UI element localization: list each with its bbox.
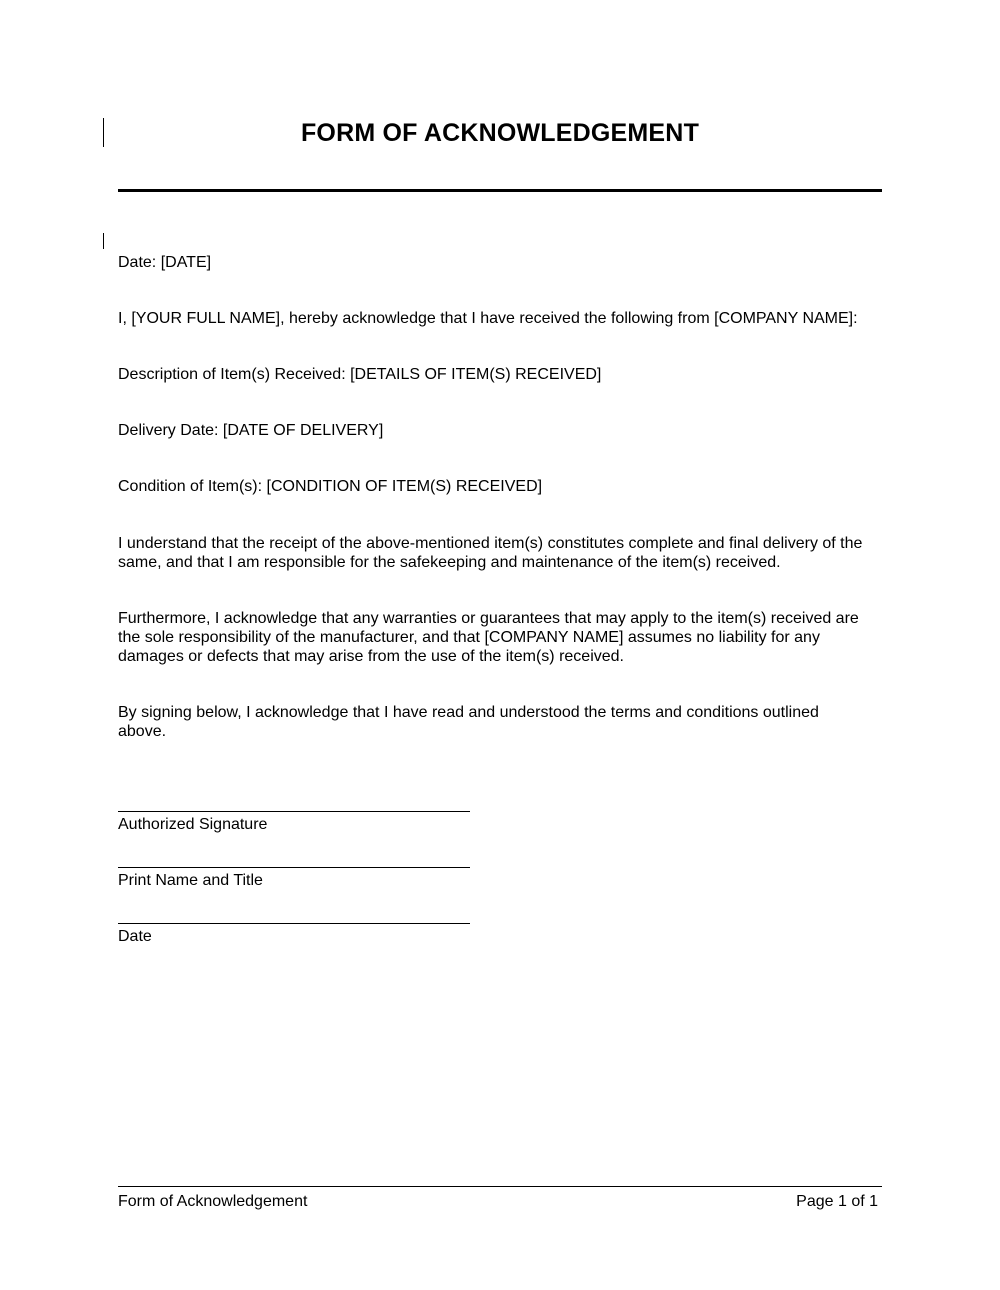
date-line: Date: [DATE] bbox=[118, 254, 212, 271]
date-signature-label: Date bbox=[118, 928, 152, 945]
delivery-date-line: Delivery Date: [DATE OF DELIVERY] bbox=[118, 422, 384, 439]
date-signature-line bbox=[118, 923, 470, 924]
footer-divider bbox=[118, 1186, 882, 1187]
authorized-signature-label: Authorized Signature bbox=[118, 816, 268, 833]
signature-line bbox=[118, 811, 470, 812]
condition-line: Condition of Item(s): [CONDITION OF ITEM(S) RECEIVED] bbox=[118, 478, 543, 495]
description-line: Description of Item(s) Received: [DETAILS OF ITEM(S) RECEIVED] bbox=[118, 366, 602, 383]
page-number: Page 1 of 1 bbox=[796, 1193, 878, 1210]
warranty-paragraph: Furthermore, I acknowledge that any warranties or guarantees that may apply to the item(s) received are the sole responsibility of the manufacturer, and that [COMPANY NAME] assumes no liability for any damages or defects that may arise from the use of the item(s) received. bbox=[118, 610, 859, 665]
print-name-title-label: Print Name and Title bbox=[118, 872, 263, 889]
intro-line: I, [YOUR FULL NAME], hereby acknowledge that I have received the following from [COMPANY NAME]: bbox=[118, 310, 858, 327]
signing-paragraph: By signing below, I acknowledge that I have read and understood the terms and conditions outlined above. bbox=[118, 704, 819, 740]
title-divider bbox=[118, 189, 882, 192]
print-name-line bbox=[118, 867, 470, 868]
page-title: FORM OF ACKNOWLEDGEMENT bbox=[300, 119, 700, 147]
footer-title: Form of Acknowledgement bbox=[118, 1193, 308, 1210]
receipt-paragraph: I understand that the receipt of the above-mentioned item(s) constitutes complete and final delivery of the same, and that I am responsible for the safekeeping and maintenance of the item(s) received. bbox=[118, 535, 863, 571]
text-cursor bbox=[103, 233, 104, 249]
